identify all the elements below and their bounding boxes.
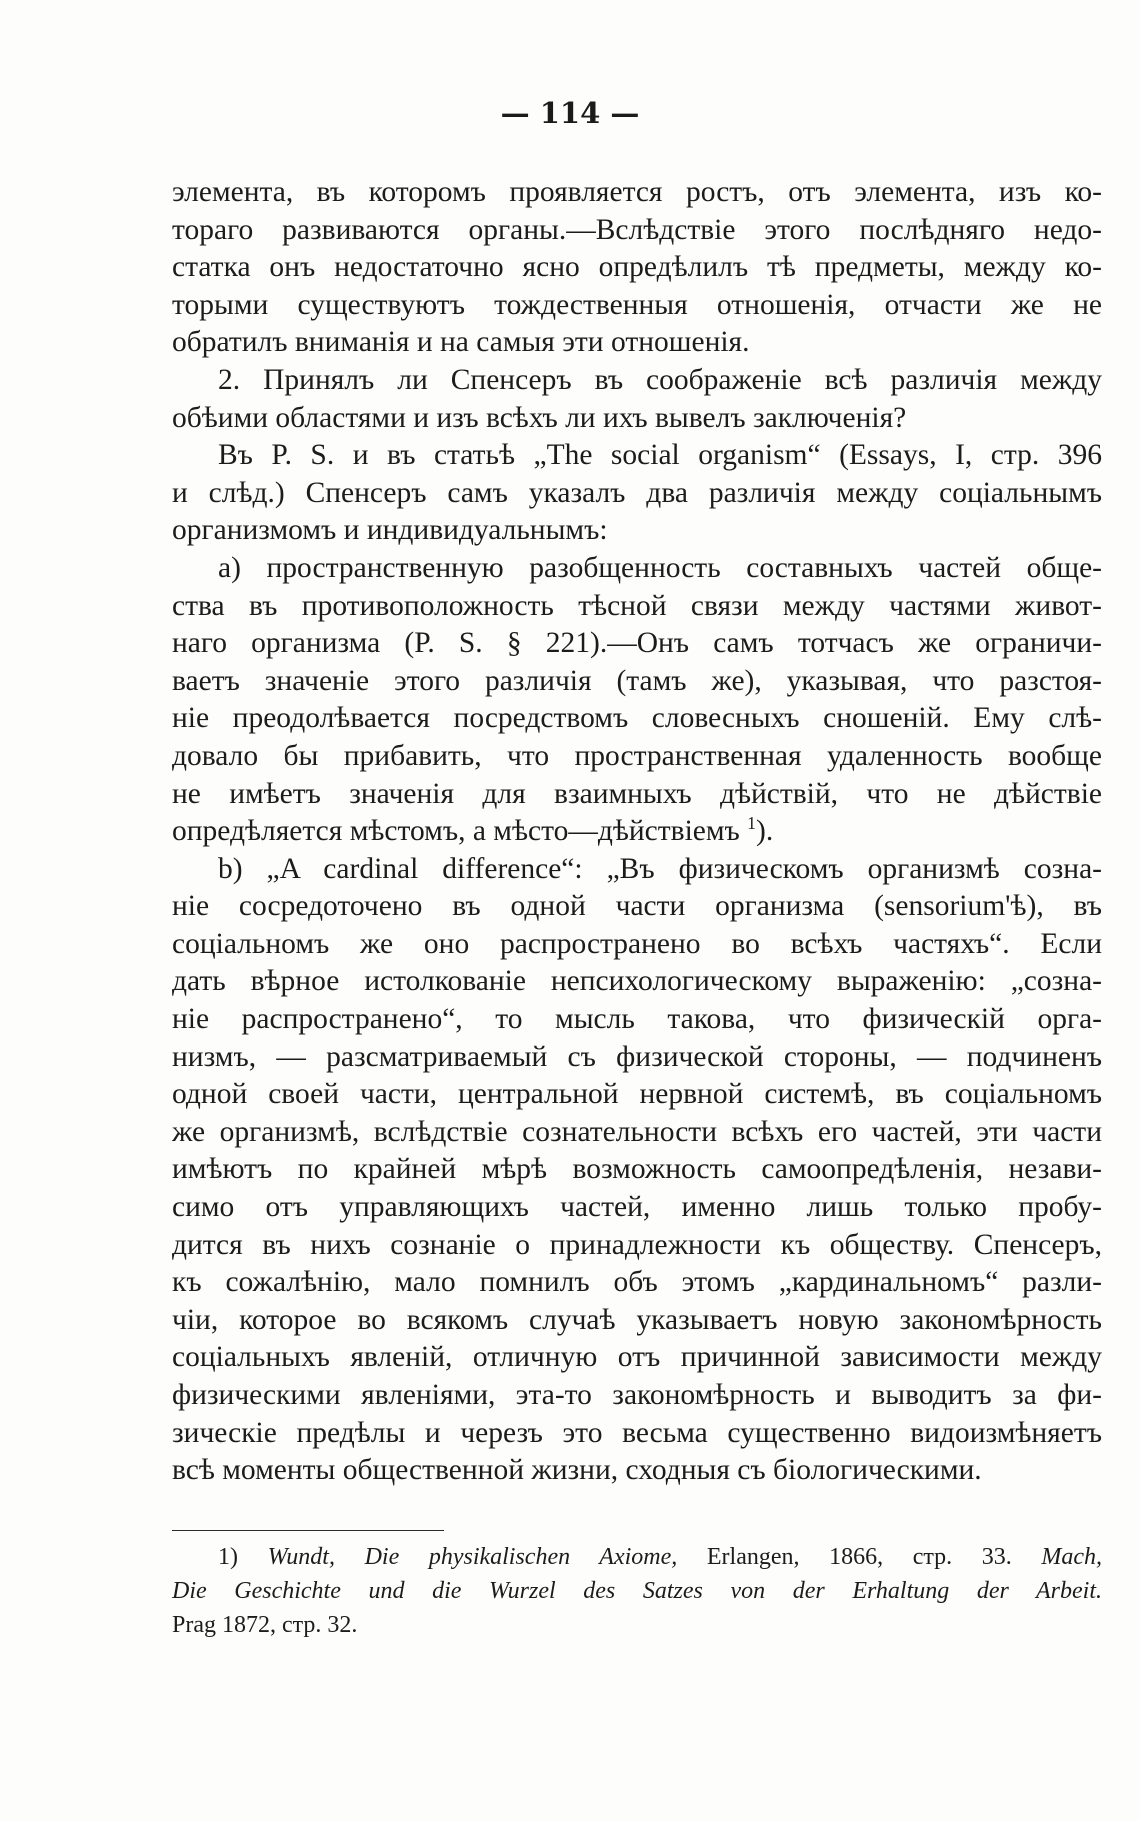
main-text: [172, 174, 1102, 1490]
text-line: симо отъ управляющихъ частей, именно лишь только пробу-: [172, 1191, 1102, 1224]
footnote-place: Erlangen, 1866, стр. 33.: [706, 1544, 1012, 1570]
text-line: ніе распространено“, то мысль такова, что физическій орга-: [172, 1003, 1102, 1036]
text-line: ства въ противоположность тѣсной связи между частями живот-: [172, 589, 1102, 622]
text-line: не имѣетъ значенія для взаимныхъ дѣйствій, что не дѣйствіе: [172, 777, 1102, 810]
footnote-line: [172, 1574, 1102, 1608]
footnote-line: [172, 1540, 1102, 1574]
text-line: организмомъ и индивидуальнымъ:: [172, 514, 608, 547]
text-line: ваетъ значеніе этого различія (тамъ же), указывая, что разстоя-: [172, 664, 1102, 697]
text-line: имѣютъ по крайней мѣрѣ возможность самоопредѣленія, незави-: [172, 1153, 1102, 1186]
text-line: физическими явленіями, эта-то закономѣрность и выводитъ за фи-: [172, 1379, 1102, 1411]
footnote-author: Mach,: [1041, 1544, 1103, 1570]
footnote-title: Die physikalischen Axiome,: [364, 1544, 678, 1570]
footnote-place: Prag 1872, стр. 32.: [172, 1612, 358, 1638]
text-line: дать вѣрное истолкованіе непсихологическому выраженію: „созна-: [172, 965, 1102, 998]
text-line: торыми существуютъ тождественныя отношенія, отчасти же не: [172, 288, 1102, 321]
text-line: элемента, въ которомъ проявляется ростъ, отъ элемента, изъ ко-: [172, 176, 1102, 208]
text-line: тораго развиваются органы.—Вслѣдствіе этого послѣдняго недо-: [172, 213, 1102, 246]
text-line: ніе преодолѣвается посредствомъ словесныхъ сношеній. Ему слѣ-: [172, 702, 1102, 735]
text-line: къ сожалѣнію, мало помнилъ объ этомъ „кардинальномъ“ разли-: [172, 1266, 1102, 1299]
footnote-divider: [172, 1530, 444, 1531]
text-line: статка онъ недостаточно ясно опредѣлилъ тѣ предметы, между ко-: [172, 251, 1102, 284]
footnotes: [172, 1540, 1102, 1642]
text-line: же организмѣ, вслѣдствіе сознательности всѣхъ его частей, эти части: [172, 1115, 1102, 1148]
text-line: довало бы прибавить, что пространственная удаленность вообще: [172, 739, 1102, 772]
footnote-marker: 1): [218, 1544, 238, 1570]
footnote-author: Wundt,: [267, 1544, 335, 1570]
text-line: чіи, которое во всякомъ случаѣ указываетъ новую закономѣрность: [172, 1303, 1102, 1336]
text-line: дится въ нихъ сознаніе о принадлежности къ обществу. Спенсеръ,: [172, 1228, 1102, 1261]
text-line: b) „A cardinal difference“: „Въ физическомъ организмѣ созна-: [218, 852, 1102, 885]
text-line: соціальныхъ явленій, отличную отъ причинной зависимости между: [172, 1341, 1102, 1374]
text-line: a) пространственную разобщенность составныхъ частей обще-: [218, 551, 1102, 584]
text-line: соціальномъ же оно распространено во всѣхъ частяхъ“. Если: [172, 927, 1102, 960]
text-line: всѣ моменты общественной жизни, сходныя съ біологическими.: [172, 1454, 982, 1487]
text-line: обѣими областями и изъ всѣхъ ли ихъ вывелъ заключенія?: [172, 401, 907, 434]
text-line: наго организма (P. S. § 221).—Онъ самъ тотчасъ же ограничи-: [172, 627, 1102, 660]
footnote-title: Die Geschichte und die Wurzel des Satzes von der Erhaltung der Arbeit.: [172, 1578, 1102, 1604]
text-line: низмъ, — разсматриваемый съ физической стороны, — подчиненъ: [172, 1040, 1102, 1073]
page-number: — 114 —: [500, 96, 640, 130]
text-line: зическіе предѣлы и черезъ это весьма существенно видоизмѣняетъ: [172, 1416, 1102, 1449]
text-line: и слѣд.) Спенсеръ самъ указалъ два различія между соціальнымъ: [172, 476, 1102, 509]
text-line: 2. Принялъ ли Спенсеръ въ соображеніе всѣ различія между: [218, 363, 1102, 396]
footnote-reference: 1: [747, 813, 756, 834]
text-line: ніе сосредоточено въ одной части организма (sensorium'ѣ), въ: [172, 890, 1102, 923]
text-line-with-footnote: [172, 813, 1102, 851]
text-line: одной своей части, центральной нервной системѣ, въ соціальномъ: [172, 1078, 1102, 1111]
text-line: опредѣляется мѣстомъ, а мѣсто—дѣйствіемъ: [172, 815, 740, 848]
footnote-reference-close: ).: [756, 815, 774, 848]
text-line: Въ P. S. и въ статьѣ „The social organism“ (Essays, I, стр. 396: [218, 439, 1102, 472]
text-line: обратилъ вниманія и на самыя эти отношенія.: [172, 326, 750, 359]
footnote-line: [172, 1608, 1102, 1642]
